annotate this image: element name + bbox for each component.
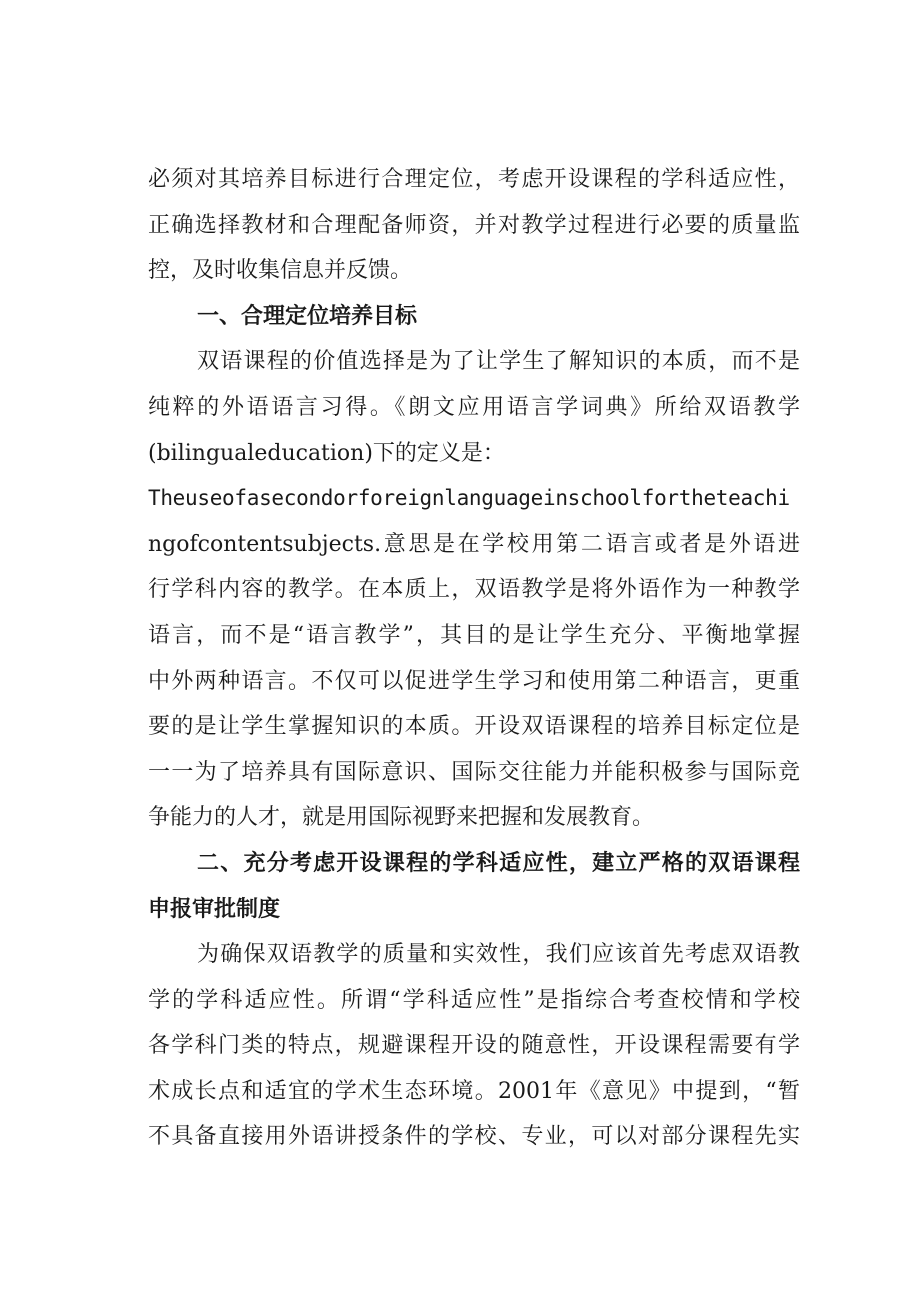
- section-heading-1: 一、合理定位培养目标: [197, 303, 418, 329]
- text-line: ngofcontentsubjects.意思是在学校用第二语言或者是外语进: [148, 531, 800, 557]
- text-line: 争能力的人才，就是用国际视野来把握和发展教育。: [148, 805, 655, 831]
- text-line: 纯粹的外语语言习得。《朗文应用语言学词典》所给双语教学: [148, 394, 800, 420]
- text-line: 术成长点和适宜的学术生态环境。2001年《意见》中提到，“暂: [148, 1078, 800, 1104]
- text-line: 语言，而不是“语言教学”，其目的是让学生充分、平衡地掌握: [148, 622, 800, 648]
- text-line: (bilingualeducation)下的定义是：: [148, 440, 505, 466]
- section-heading-2: 二、充分考虑开设课程的学科适应性，建立严格的双语课程: [197, 850, 800, 876]
- text-line: 要的是让学生掌握知识的本质。开设双语课程的培养目标定位是: [148, 714, 800, 740]
- text-line: 不具备直接用外语讲授条件的学校、专业，可以对部分课程先实: [148, 1124, 800, 1150]
- text-line: 控，及时收集信息并反馈。: [148, 258, 413, 284]
- text-line: 正确选择教材和合理配备师资，并对教学过程进行必要的质量监: [148, 212, 800, 238]
- text-line: 一一为了培养具有国际意识、国际交往能力并能积极参与国际竞: [148, 759, 800, 785]
- section-heading-2-continued: 申报审批制度: [148, 896, 281, 922]
- text-line: 行学科内容的教学。在本质上，双语教学是将外语作为一种教学: [148, 577, 800, 603]
- english-definition-line: Theuseofasecondorforeignlanguageinschoolfortheteachi: [148, 486, 790, 511]
- text-line: 双语课程的价值选择是为了让学生了解知识的本质，而不是: [197, 349, 800, 375]
- text-line: 中外两种语言。不仅可以促进学生学习和使用第二种语言，更重: [148, 668, 800, 694]
- text-line: 学的学科适应性。所谓“学科适应性”是指综合考查校情和学校: [148, 987, 800, 1013]
- document-body: [148, 157, 800, 1160]
- text-line: 必须对其培养目标进行合理定位，考虑开设课程的学科适应性，: [148, 167, 800, 192]
- text-line: 为确保双语教学的质量和实效性，我们应该首先考虑双语教: [197, 942, 800, 968]
- text-line: 各学科门类的特点，规避课程开设的随意性，开设课程需要有学: [148, 1033, 800, 1059]
